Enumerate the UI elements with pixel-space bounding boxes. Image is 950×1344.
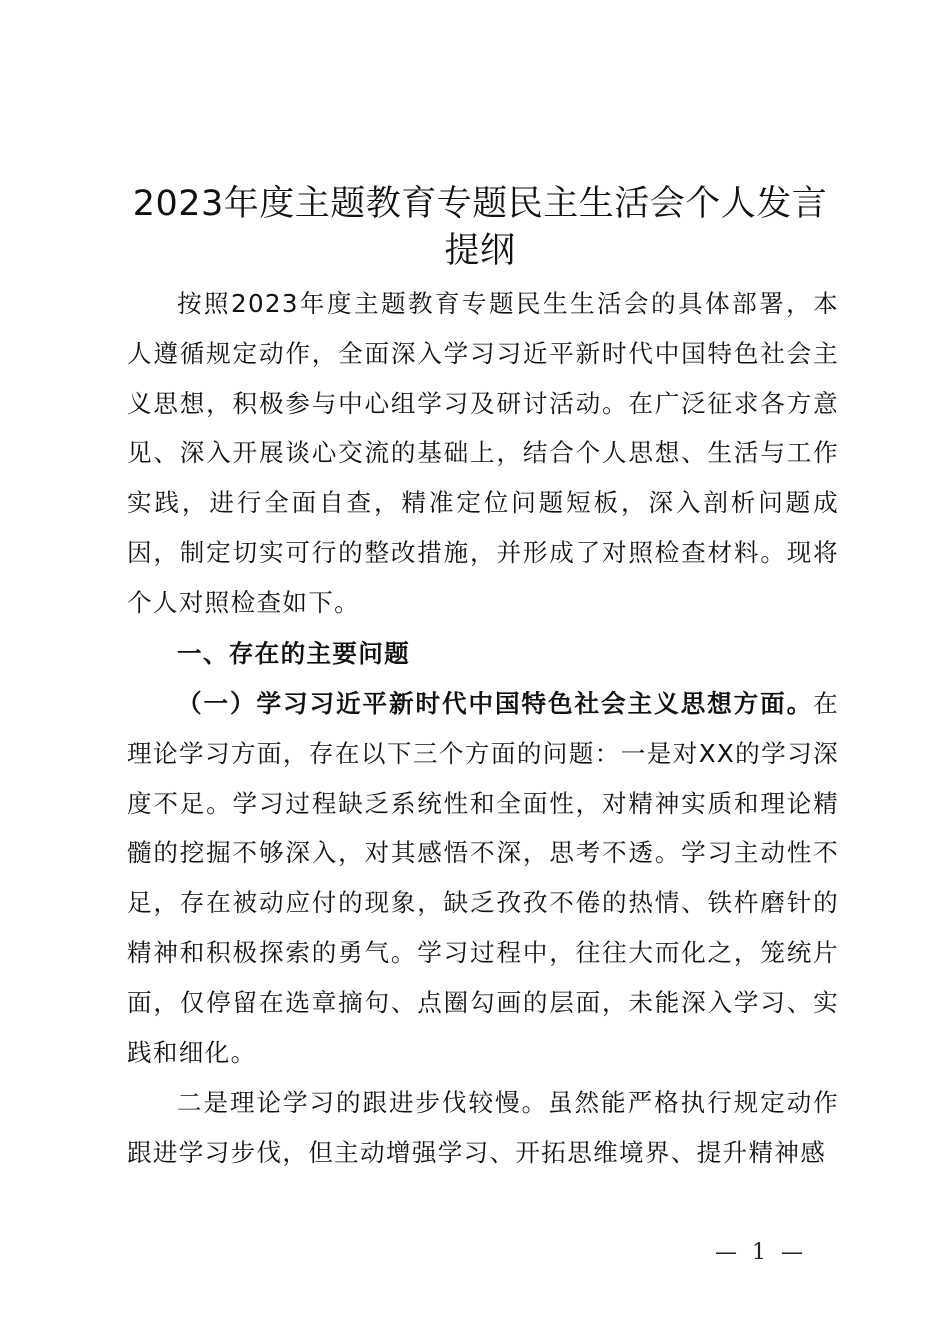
second-point-paragraph: 二是理论学习的跟进步伐较慢。虽然能严格执行规定动作跟进学习步伐，但主动增强学习、开拓思维境界、提升精神感 <box>127 1088 839 1167</box>
section-heading-main-problems: 一、存在的主要问题 <box>177 639 411 668</box>
document-title-line-1: 2023年度主题教育专题民主生活会个人发言 <box>132 184 828 224</box>
page-number: — 1 — <box>715 1240 807 1265</box>
subsection-1-paragraph <box>127 679 839 1077</box>
document-title-line-2: 提纲 <box>444 231 516 271</box>
intro-paragraph: 按照2023年度主题教育专题民生生活会的具体部署，本人遵循规定动作，全面深入学习习近平新时代中国特色社会主义思想，积极参与中心组学习及研讨活动。在广泛征求各方意见、深入开展谈心交流的基础上，结合个人思想、生活与工作实践，进行全面自查，精准定位问题短板，深入剖析问题成因，制定切实可行的整改措施，并形成了对照检查材料。现将个人对照检查如下。 <box>127 289 839 617</box>
subsection-1-lead: （一）学习习近平新时代中国特色社会主义思想方面。 <box>177 689 814 718</box>
subsection-1-body: 在理论学习方面，存在以下三个方面的问题：一是对XX的学习深度不足。学习过程缺乏系统性和全面性，对精神实质和理论精髓的挖掘不够深入，对其感悟不深，思考不透。学习主动性不足，存在被动应付的现象，缺乏孜孜不倦的热情、铁杵磨针的精神和积极探索的勇气。学习过程中，往往大而化之，笼统片面，仅停留在选章摘句、点圈勾画的层面，未能深入学习、实践和细化。 <box>127 689 839 1067</box>
